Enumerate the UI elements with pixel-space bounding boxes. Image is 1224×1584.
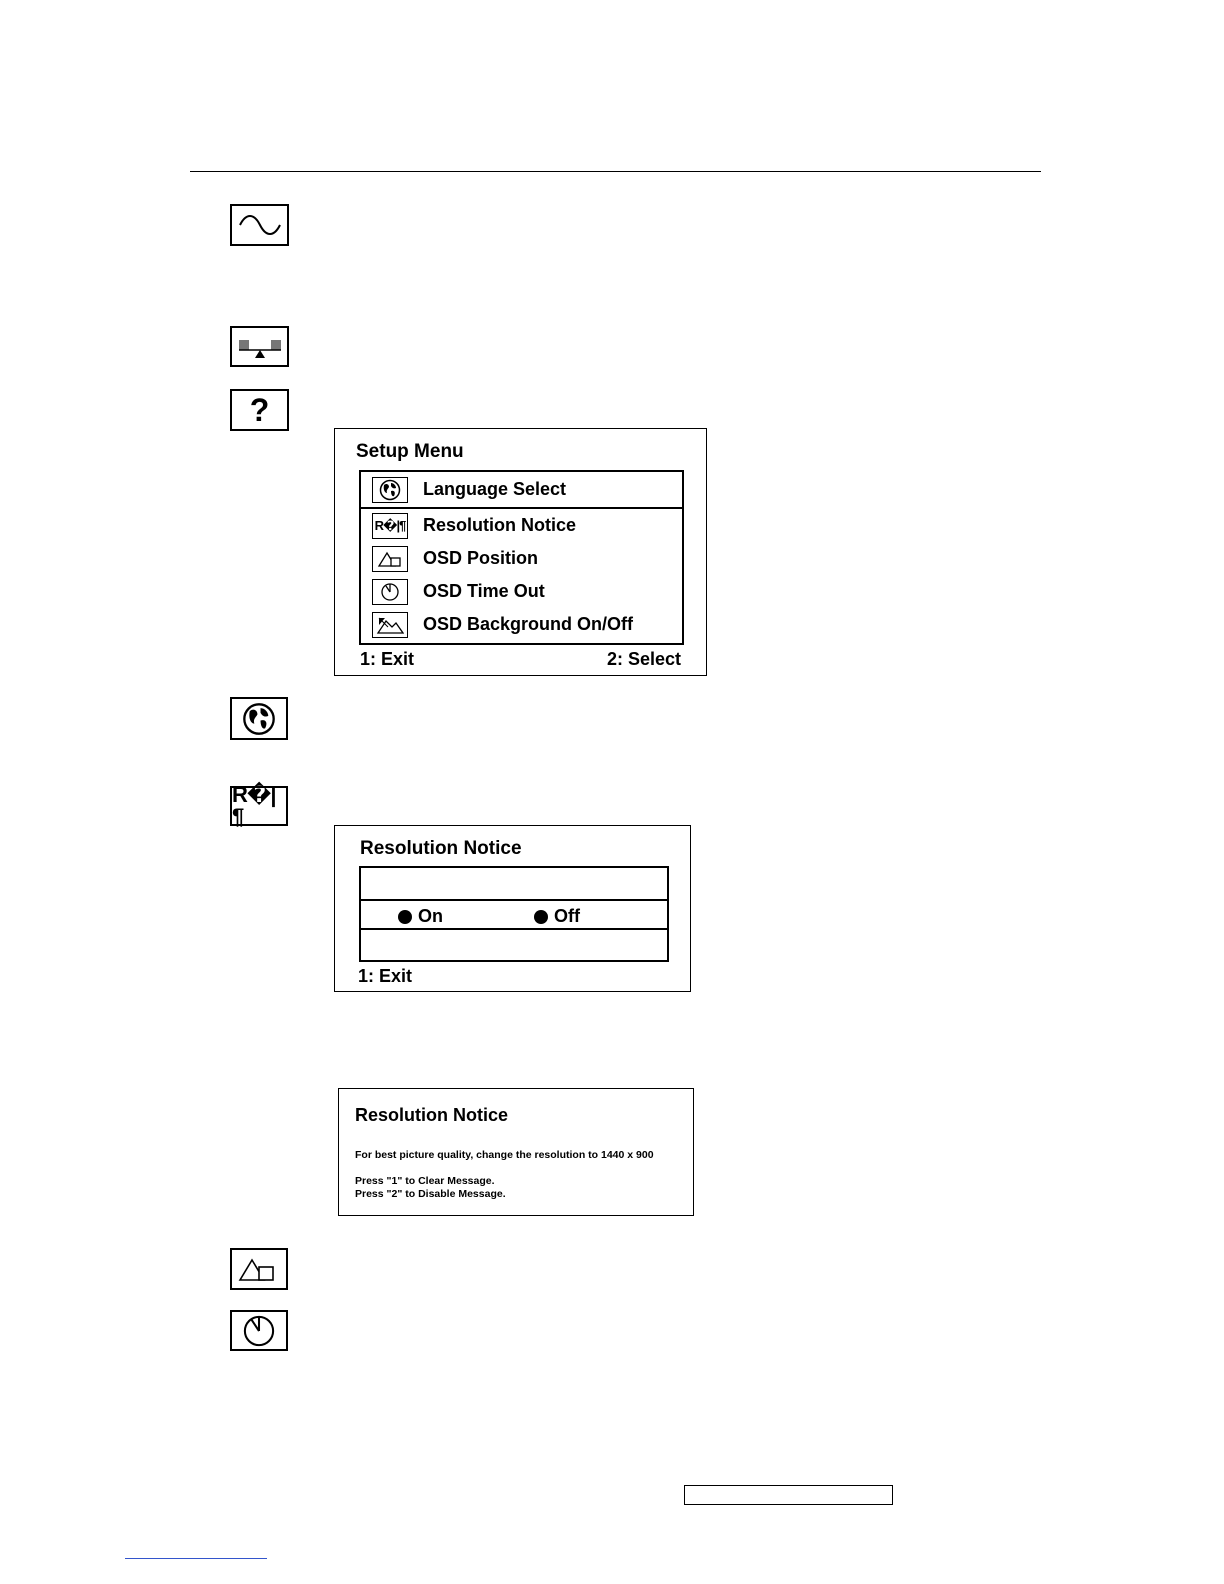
radio-on-icon (398, 910, 412, 924)
globe-icon (372, 477, 408, 503)
grid-row-empty (361, 930, 667, 961)
menu-item-label: OSD Position (423, 548, 539, 568)
menu-item-label: OSD Background On/Off (423, 614, 634, 634)
resolution-notice-icon: R�|¶ (372, 513, 408, 539)
background-icon (372, 612, 408, 638)
sine-wave-icon (230, 204, 289, 246)
option-on[interactable]: On (398, 906, 443, 927)
globe-icon (230, 697, 288, 740)
resolution-notice-panel (334, 825, 691, 992)
exit-hint: 1: Exit (358, 966, 413, 986)
grid-row-options (361, 899, 667, 930)
menu-item-label: Resolution Notice (423, 515, 577, 535)
disable-message-hint: Press "2" to Disable Message. (355, 1188, 506, 1200)
grid-row-empty (361, 868, 667, 899)
setup-menu-title: Setup Menu (356, 441, 464, 462)
resolution-message-title: Resolution Notice (355, 1105, 509, 1125)
balance-icon (230, 326, 289, 367)
menu-item-osd-position[interactable] (361, 542, 682, 575)
clock-icon (230, 1310, 288, 1351)
resolution-notice-icon: R�|¶ (230, 786, 288, 826)
radio-off-icon (534, 910, 548, 924)
osd-position-icon (372, 546, 408, 572)
resolution-notice-title: Resolution Notice (360, 838, 522, 859)
option-off[interactable]: Off (534, 906, 580, 927)
resolution-message-panel (338, 1088, 694, 1216)
resolution-options-grid (359, 866, 669, 962)
resolution-message-text: For best picture quality, change the resolution to 1440 x 900 (355, 1149, 654, 1161)
menu-item-osd-time-out[interactable] (361, 575, 682, 608)
exit-hint: 1: Exit (360, 649, 415, 669)
footer-link-underline[interactable] (125, 1558, 267, 1559)
header-rule (190, 171, 1041, 172)
menu-item-language-select[interactable] (361, 472, 682, 509)
menu-item-resolution-notice[interactable] (361, 509, 682, 542)
menu-item-osd-background[interactable] (361, 608, 682, 641)
osd-position-icon (230, 1248, 288, 1290)
setup-menu-list (359, 470, 684, 645)
clock-icon (372, 579, 408, 605)
menu-item-label: OSD Time Out (423, 581, 545, 601)
setup-menu-panel (334, 428, 707, 676)
select-hint: 2: Select (606, 649, 681, 669)
menu-item-label: Language Select (423, 479, 567, 499)
clear-message-hint: Press "1" to Clear Message. (355, 1175, 495, 1187)
help-icon: ? (230, 389, 289, 431)
page-footer-box (684, 1485, 893, 1505)
